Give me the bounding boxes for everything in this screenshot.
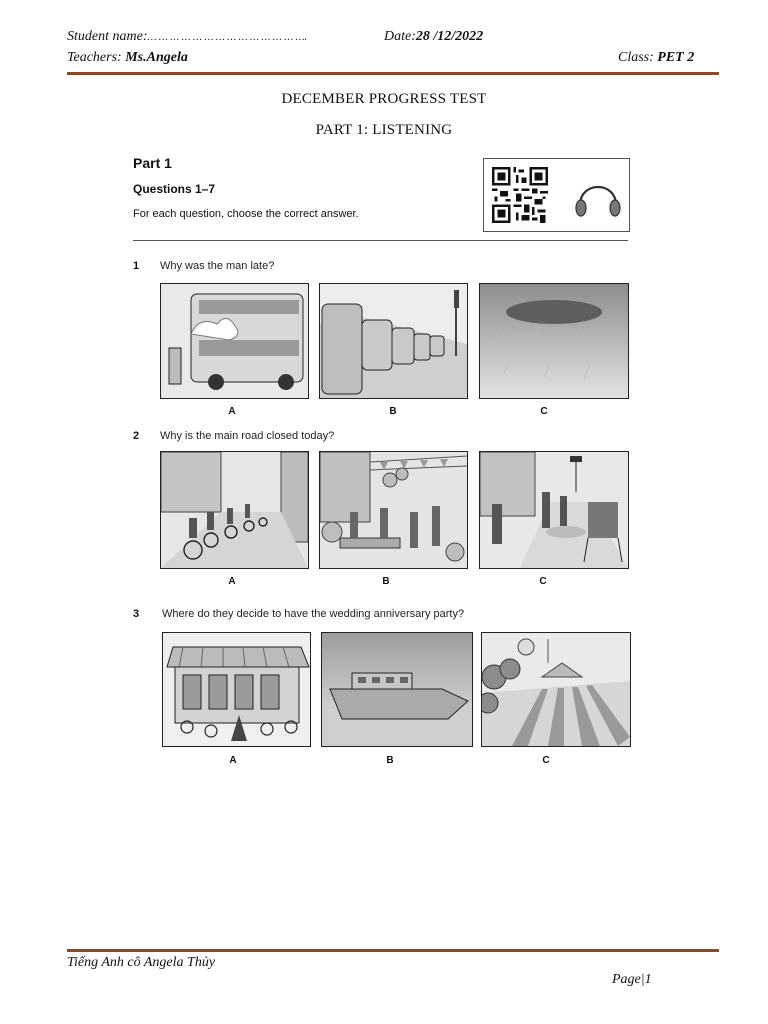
question-text: Why was the man late? [160, 260, 275, 272]
q1-option-c-image[interactable] [479, 283, 629, 399]
class-line [618, 50, 694, 66]
section-divider [133, 240, 628, 241]
instruction-text: For each question, choose the correct answer. [133, 208, 359, 220]
option-label: B [382, 576, 390, 587]
option-label: C [542, 755, 550, 766]
teacher-line [67, 50, 188, 66]
part-heading: Part 1 [133, 155, 172, 171]
q3-option-b-image[interactable] [321, 632, 473, 747]
headphones-icon [572, 171, 624, 221]
part-title: PART 1: LISTENING [315, 122, 453, 138]
footer-rule [67, 949, 719, 952]
option-label: A [228, 576, 236, 587]
student-name-line [67, 29, 307, 45]
page-number: Page|1 [612, 972, 652, 987]
q1-option-b-image[interactable] [319, 283, 468, 399]
option-label: C [540, 406, 548, 417]
question-text: Where do they decide to have the wedding anniversary party? [162, 608, 465, 620]
date-value: 28 /12/2022 [415, 29, 484, 44]
option-label: B [386, 755, 394, 766]
option-label: A [229, 755, 237, 766]
audio-box [483, 158, 630, 232]
questions-range: Questions 1–7 [133, 182, 216, 196]
question-number: 2 [133, 430, 140, 442]
question-number: 3 [133, 608, 140, 620]
date-line [384, 29, 483, 45]
date-label: Date: [384, 29, 416, 44]
class-label: Class: [618, 50, 654, 65]
test-title: DECEMBER PROGRESS TEST [281, 91, 487, 107]
question-text: Why is the main road closed today? [160, 430, 335, 442]
teacher-label: Teachers: [67, 50, 122, 65]
q2-option-a-image[interactable] [160, 451, 309, 569]
option-label: A [228, 406, 236, 417]
option-label: B [389, 406, 397, 417]
q2-option-b-image[interactable] [319, 451, 468, 569]
q2-option-c-image[interactable] [479, 451, 629, 569]
student-name-dots[interactable]: … … … … … … … … … … … … … …. [147, 32, 307, 43]
teacher-value: Ms.Angela [125, 50, 188, 65]
qr-code-icon[interactable] [492, 167, 548, 223]
student-name-label: Student name: [67, 29, 148, 44]
question-number: 1 [133, 260, 140, 272]
header-rule [67, 72, 719, 75]
q1-option-a-image[interactable] [160, 283, 309, 399]
class-value: PET 2 [657, 50, 695, 65]
option-label: C [539, 576, 547, 587]
q3-option-c-image[interactable] [481, 632, 631, 747]
q3-option-a-image[interactable] [162, 632, 311, 747]
footer-author: Tiếng Anh cô Angela Thủy [67, 955, 216, 970]
